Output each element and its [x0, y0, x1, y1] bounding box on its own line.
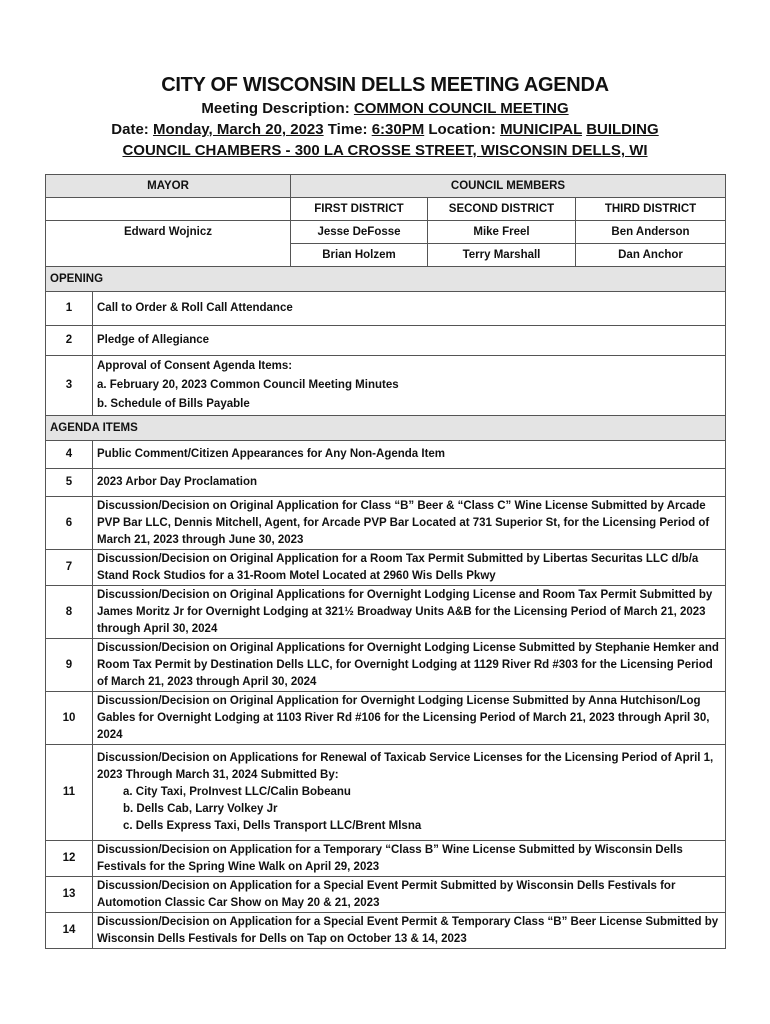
date-label: Date:	[111, 121, 149, 138]
item-number: 4	[46, 441, 93, 469]
council-member: Ben Anderson	[576, 221, 726, 244]
date-time-location-line	[0, 119, 770, 140]
mayor-name: Edward Wojnicz	[46, 221, 291, 267]
item-text: Discussion/Decision on Application for a Special Event Permit Submitted by Wisconsin Dells Festivals for Automotion Classic Car Show on May 20 & 21, 2023	[93, 877, 726, 913]
item-text: Public Comment/Citizen Appearances for Any Non-Agenda Item	[93, 441, 726, 469]
description-label: Meeting Description:	[201, 100, 350, 117]
item-text: Discussion/Decision on Applications for Renewal of Taxicab Service Licenses for the Licensing Period of April 1, 2023 Through March 31, 2024 Submitted By:	[97, 752, 714, 781]
item-number: 1	[46, 292, 93, 326]
council-member: Dan Anchor	[576, 244, 726, 267]
agenda-item-row	[46, 497, 726, 550]
item-number: 9	[46, 639, 93, 692]
location-line-2	[0, 140, 770, 161]
item-text: Approval of Consent Agenda Items:	[97, 360, 293, 372]
item-text: Discussion/Decision on Original Applications for Overnight Lodging License and Room Tax Permit Submitted by James Moritz Jr for Overnight Lodging at 321½ Broadway Units A&B for the Licensing Period of March 21, 2023 through April 30, 2024	[93, 586, 726, 639]
agenda-item-row	[46, 913, 726, 949]
agenda-item-row	[46, 292, 726, 326]
item-text: Discussion/Decision on Original Application for Class “B” Beer & “Class C” Wine License Submitted by Arcade PVP Bar LLC, Dennis Mitchell, Agent, for Arcade PVP Bar Located at 731 Superior St, for the Licensing Period of March 21, 2023 through June 30, 2023	[93, 497, 726, 550]
item-sub-a: a. February 20, 2023 Common Council Meeting Minutes	[97, 379, 399, 391]
second-district-header: SECOND DISTRICT	[428, 198, 576, 221]
item-number: 6	[46, 497, 93, 550]
item-number: 8	[46, 586, 93, 639]
section-opening: OPENING	[46, 267, 726, 292]
item-number: 10	[46, 692, 93, 745]
agenda-item-row	[46, 441, 726, 469]
item-number: 13	[46, 877, 93, 913]
item-number: 2	[46, 326, 93, 356]
first-district-header: FIRST DISTRICT	[291, 198, 428, 221]
section-header-row	[46, 416, 726, 441]
item-sub-b: b. Schedule of Bills Payable	[97, 398, 250, 410]
location-value-2: BUILDING	[586, 121, 659, 138]
council-member: Terry Marshall	[428, 244, 576, 267]
agenda-item-row	[46, 469, 726, 497]
date-value: Monday, March 20, 2023	[152, 121, 324, 138]
location-label: Location:	[428, 121, 496, 138]
item-text-block	[93, 356, 726, 416]
agenda-item-row	[46, 692, 726, 745]
agenda-item-row	[46, 356, 726, 416]
council-members-header: COUNCIL MEMBERS	[291, 175, 726, 198]
mayor-district-blank	[46, 198, 291, 221]
item-text: Call to Order & Roll Call Attendance	[93, 292, 726, 326]
time-label: Time:	[327, 121, 368, 138]
agenda-item-row	[46, 877, 726, 913]
agenda-item-row	[46, 550, 726, 586]
item-sub-c: c. Dells Express Taxi, Dells Transport LLC/Brent Mlsna	[123, 820, 422, 832]
item-sub-b: b. Dells Cab, Larry Volkey Jr	[123, 803, 278, 815]
agenda-item-row	[46, 639, 726, 692]
agenda-item-row	[46, 841, 726, 877]
item-text: Discussion/Decision on Application for a Special Event Permit & Temporary Class “B” Beer License Submitted by Wisconsin Dells Festivals for Dells on Tap on October 13 & 14, 2023	[93, 913, 726, 949]
item-text: 2023 Arbor Day Proclamation	[93, 469, 726, 497]
item-sub-a: a. City Taxi, ProInvest LLC/Calin Bobeanu	[123, 786, 351, 798]
item-text-block	[93, 745, 726, 841]
item-number: 12	[46, 841, 93, 877]
section-header-row	[46, 267, 726, 292]
item-text: Pledge of Allegiance	[93, 326, 726, 356]
page-title: CITY OF WISCONSIN DELLS MEETING AGENDA	[161, 74, 609, 96]
council-member: Mike Freel	[428, 221, 576, 244]
item-text: Discussion/Decision on Application for a Temporary “Class B” Wine License Submitted by Wisconsin Dells Festivals for the Spring Wine Walk on April 29, 2023	[93, 841, 726, 877]
section-agenda-items: AGENDA ITEMS	[46, 416, 726, 441]
third-district-header: THIRD DISTRICT	[576, 198, 726, 221]
council-member: Jesse DeFosse	[291, 221, 428, 244]
agenda-header	[0, 72, 770, 161]
agenda-item-row	[46, 586, 726, 639]
item-number: 11	[46, 745, 93, 841]
location-value-1: MUNICIPAL	[500, 121, 583, 138]
mayor-header: MAYOR	[46, 175, 291, 198]
item-text: Discussion/Decision on Original Application for a Room Tax Permit Submitted by Libertas Securitas LLC d/b/a Stand Rock Studios for a 31-Room Motel Located at 2960 Wis Dells Pkwy	[93, 550, 726, 586]
agenda-item-row	[46, 745, 726, 841]
agenda-table	[45, 174, 726, 949]
description-value: COMMON COUNCIL MEETING	[353, 100, 569, 117]
item-number: 5	[46, 469, 93, 497]
item-number: 3	[46, 356, 93, 416]
item-number: 7	[46, 550, 93, 586]
agenda-item-row	[46, 326, 726, 356]
item-text: Discussion/Decision on Original Applications for Overnight Lodging License Submitted by Stephanie Hemker and Room Tax Permit by Destination Dells LLC, for Overnight Lodging at 1129 River Rd #303 for the Licensing Period of March 21, 2023 through April 30, 2024	[93, 639, 726, 692]
meeting-description-line	[0, 98, 770, 119]
location-address: COUNCIL CHAMBERS - 300 LA CROSSE STREET, WISCONSIN DELLS, WI	[122, 142, 648, 159]
council-member: Brian Holzem	[291, 244, 428, 267]
item-text: Discussion/Decision on Original Application for Overnight Lodging License Submitted by Anna Hutchison/Log Gables for Overnight Lodging at 1103 River Rd #106 for the Licensing Period of March 21, 2023 through April 30, 2024	[93, 692, 726, 745]
time-value: 6:30PM	[371, 121, 425, 138]
item-number: 14	[46, 913, 93, 949]
